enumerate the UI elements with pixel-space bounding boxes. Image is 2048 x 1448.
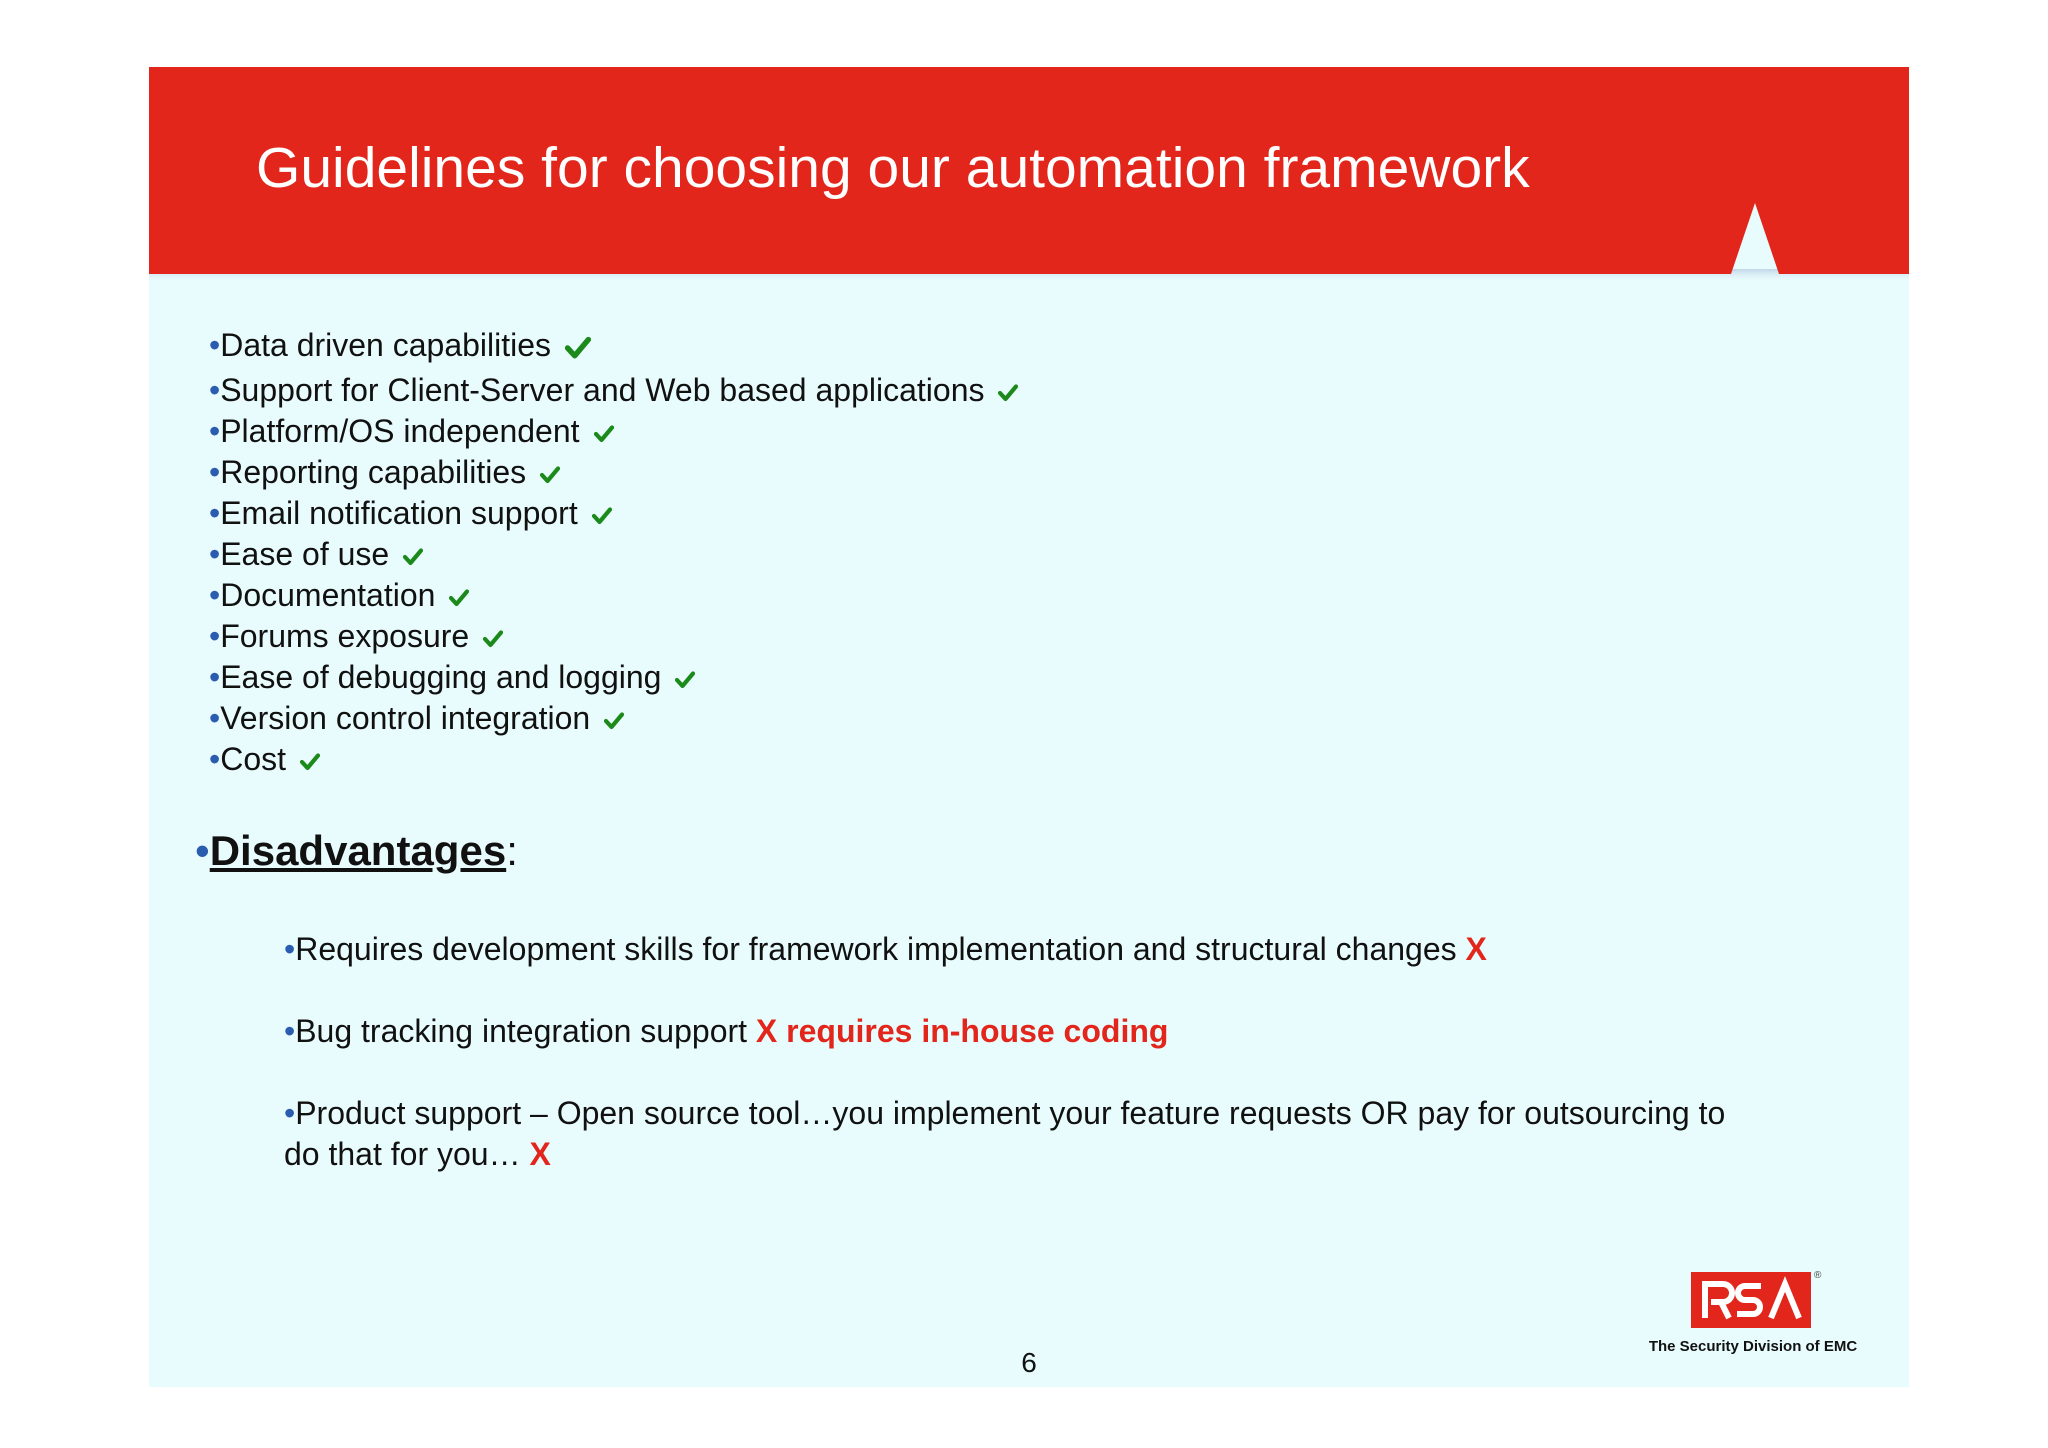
bullet: • — [284, 1095, 296, 1131]
capability-label: Platform/OS independent — [220, 413, 580, 449]
capability-label: Ease of use — [220, 536, 390, 572]
bullet: • — [209, 495, 221, 531]
disadvantage-item — [284, 1011, 1744, 1052]
capability-item — [209, 370, 1018, 411]
capability-label: Ease of debugging and logging — [220, 659, 662, 695]
capability-item — [209, 452, 1018, 493]
bullet: • — [209, 659, 221, 695]
disadvantage-x-mark: X — [755, 1013, 778, 1049]
rsa-logo-lettering — [1691, 1272, 1811, 1328]
rsa-logo — [1638, 1272, 1868, 1372]
capability-item — [209, 493, 1018, 534]
disadvantage-item — [284, 1093, 1744, 1175]
bullet: • — [209, 741, 221, 777]
capability-label: Support for Client-Server and Web based applications — [220, 372, 985, 408]
check-mark-icon — [540, 466, 560, 484]
capability-item — [209, 698, 1018, 739]
check-mark-icon — [565, 336, 591, 360]
bullet: • — [209, 372, 221, 408]
disadvantages-colon: : — [506, 827, 518, 874]
check-mark-icon — [592, 507, 612, 525]
capability-item — [209, 411, 1018, 452]
disadvantage-text: Requires development skills for framework implementation and structural changes — [295, 931, 1466, 967]
capability-item — [209, 739, 1018, 780]
check-mark-icon — [604, 712, 624, 730]
capability-item — [209, 325, 1018, 366]
capability-label: Email notification support — [220, 495, 578, 531]
disadvantage-text: Product support – Open source tool…you implement your feature requests OR pay for outsourcing to do that for you… — [284, 1095, 1726, 1172]
check-mark-icon — [483, 630, 503, 648]
capability-label: Version control integration — [220, 700, 591, 736]
disadvantage-item — [284, 929, 1744, 970]
capability-item — [209, 657, 1018, 698]
title-bar — [149, 67, 1909, 283]
slide-title: Guidelines for choosing our automation framework — [256, 136, 1530, 200]
capability-item — [209, 616, 1018, 657]
disadvantage-x-mark: X — [1465, 931, 1487, 967]
bullet: • — [209, 618, 221, 654]
disadvantages-label: Disadvantages — [209, 827, 507, 874]
check-mark-icon — [998, 384, 1018, 402]
registered-mark: ® — [1814, 1270, 1822, 1281]
capability-label: Forums exposure — [220, 618, 470, 654]
disadvantage-note: requires in-house coding — [777, 1013, 1169, 1049]
rsa-logo-box — [1691, 1272, 1811, 1328]
capability-label: Data driven capabilities — [220, 327, 552, 363]
capability-item — [209, 534, 1018, 575]
check-mark-icon — [403, 548, 423, 566]
check-mark-icon — [594, 425, 614, 443]
capability-label: Cost — [220, 741, 286, 777]
check-mark-icon — [300, 753, 320, 771]
slide — [149, 67, 1909, 1387]
page-number: 6 — [1021, 1347, 1037, 1378]
bullet: • — [209, 413, 221, 449]
bullet: • — [284, 931, 296, 967]
capability-label: Reporting capabilities — [220, 454, 527, 490]
bullet: • — [209, 536, 221, 572]
capability-label: Documentation — [220, 577, 436, 613]
disadvantages-list — [284, 929, 1744, 1216]
bullet: • — [209, 327, 221, 363]
disadvantages-heading — [195, 827, 518, 875]
check-mark-icon — [449, 589, 469, 607]
bullet: • — [284, 1013, 296, 1049]
bullet: • — [195, 827, 210, 874]
disadvantage-text: Bug tracking integration support — [295, 1013, 756, 1049]
disadvantage-x-mark: X — [529, 1136, 551, 1172]
logo-tagline: The Security Division of EMC — [1648, 1338, 1858, 1355]
check-mark-icon — [675, 671, 695, 689]
bullet: • — [209, 577, 221, 613]
capability-item — [209, 575, 1018, 616]
bullet: • — [209, 700, 221, 736]
capabilities-list — [209, 325, 1018, 780]
bullet: • — [209, 454, 221, 490]
